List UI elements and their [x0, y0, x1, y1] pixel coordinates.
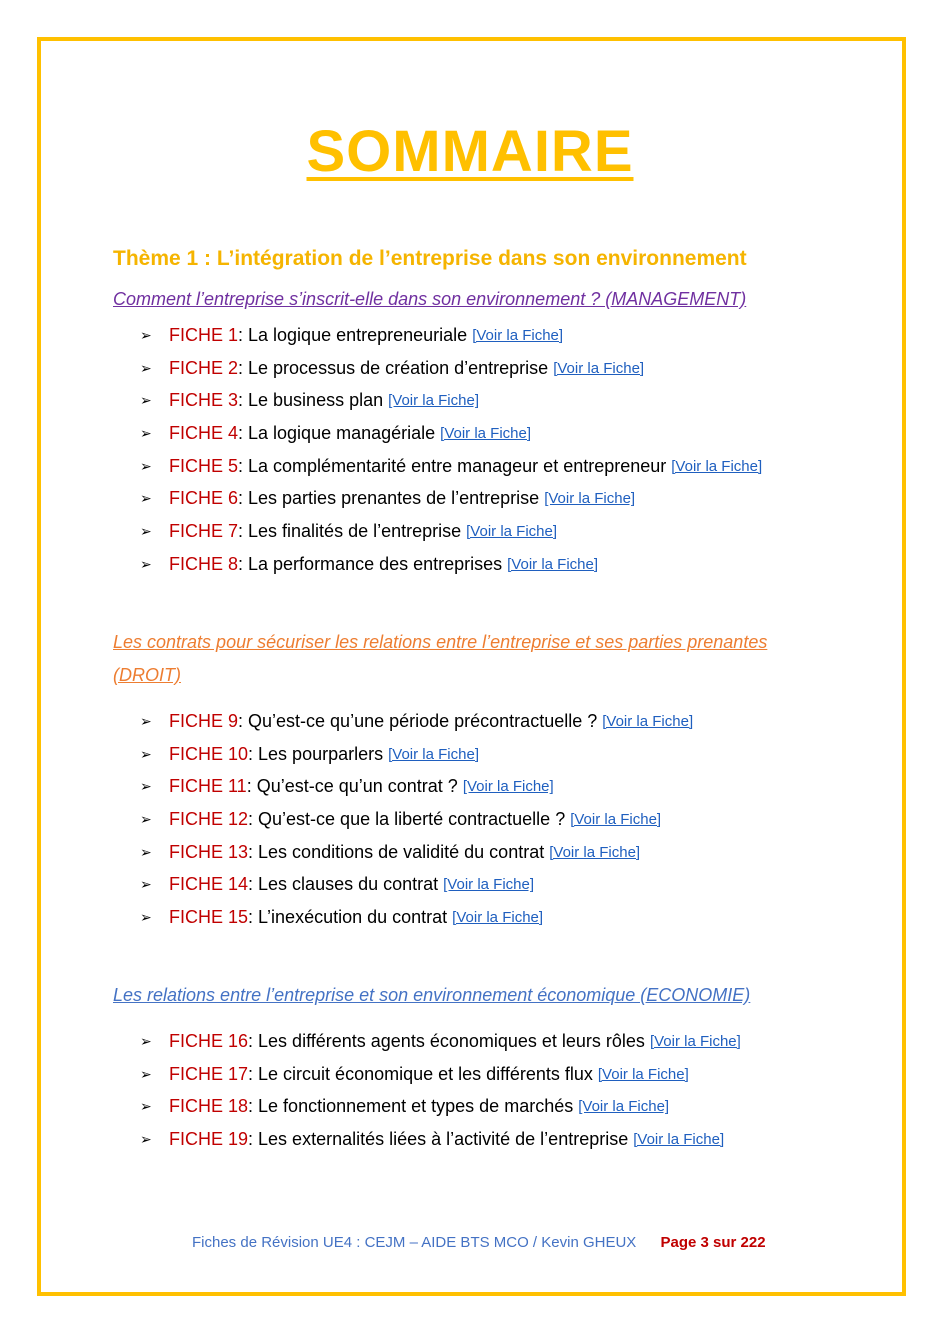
fiche-title: : Qu’est-ce qu’une période précontractuelle ?: [238, 710, 598, 731]
fiche-number: FICHE 10: [169, 743, 249, 764]
arrow-bullet-icon: ➢: [140, 876, 152, 893]
arrow-bullet-icon: ➢: [140, 1065, 152, 1082]
fiche-title: : La performance des entreprises: [238, 553, 503, 574]
fiche-title: : Le fonctionnement et types de marchés: [248, 1096, 574, 1117]
fiche-title: : Les conditions de validité du contrat: [248, 841, 545, 862]
list-item: [140, 868, 693, 901]
page-title-wrap: [0, 118, 940, 185]
fiche-title: : Le processus de création d’entreprise: [238, 357, 549, 378]
list-item: [140, 515, 762, 548]
arrow-bullet-icon: ➢: [140, 555, 152, 572]
fiche-title: : Le business plan: [238, 390, 384, 411]
fiche-number: FICHE 18: [169, 1096, 249, 1117]
list-item: [140, 548, 762, 581]
fiche-number: FICHE 8: [169, 553, 239, 574]
voir-fiche-link[interactable]: [Voir la Fiche]: [671, 457, 763, 475]
voir-fiche-link[interactable]: [Voir la Fiche]: [597, 1065, 689, 1083]
voir-fiche-link[interactable]: [Voir la Fiche]: [570, 810, 662, 828]
fiche-list-economie: [140, 1025, 741, 1156]
voir-fiche-link[interactable]: [Voir la Fiche]: [452, 908, 544, 926]
list-item: [140, 836, 693, 869]
arrow-bullet-icon: ➢: [140, 1032, 152, 1049]
list-item: [140, 803, 693, 836]
fiche-number: FICHE 16: [169, 1030, 249, 1051]
fiche-number: FICHE 15: [169, 906, 249, 927]
list-item: [140, 770, 693, 803]
fiche-list-management: [140, 319, 762, 581]
arrow-bullet-icon: ➢: [140, 745, 152, 762]
list-item: [140, 1090, 741, 1123]
list-item: [140, 482, 762, 515]
fiche-number: FICHE 11: [169, 776, 247, 797]
arrow-bullet-icon: ➢: [140, 359, 152, 376]
voir-fiche-link[interactable]: [Voir la Fiche]: [440, 424, 532, 442]
fiche-number: FICHE 17: [169, 1063, 249, 1084]
voir-fiche-link[interactable]: [Voir la Fiche]: [462, 778, 554, 796]
fiche-title: : Les clauses du contrat: [248, 874, 439, 895]
page-title: SOMMAIRE: [306, 119, 634, 184]
fiche-title: : Qu’est-ce qu’un contrat ?: [246, 776, 458, 797]
fiche-number: FICHE 2: [169, 357, 239, 378]
arrow-bullet-icon: ➢: [140, 712, 152, 729]
arrow-bullet-icon: ➢: [140, 490, 152, 507]
voir-fiche-link[interactable]: [Voir la Fiche]: [443, 876, 535, 894]
arrow-bullet-icon: ➢: [140, 522, 152, 539]
fiche-title: : Les externalités liées à l’activité de l’entreprise: [248, 1128, 629, 1149]
list-item: [140, 738, 693, 771]
fiche-number: FICHE 5: [169, 455, 239, 476]
list-item: [140, 901, 693, 934]
voir-fiche-link[interactable]: [Voir la Fiche]: [472, 326, 564, 344]
fiche-title: : Les finalités de l’entreprise: [238, 520, 462, 541]
voir-fiche-link[interactable]: [Voir la Fiche]: [602, 712, 694, 730]
fiche-title: : La logique entrepreneuriale: [238, 324, 468, 345]
fiche-title: : Les parties prenantes de l’entreprise: [238, 488, 540, 509]
fiche-number: FICHE 14: [169, 874, 249, 895]
voir-fiche-link[interactable]: [Voir la Fiche]: [553, 359, 645, 377]
section-title-droit: Les contrats pour sécuriser les relations entre l’entreprise et ses parties prenantes (DROIT): [113, 632, 768, 685]
voir-fiche-link[interactable]: [Voir la Fiche]: [578, 1098, 670, 1116]
fiche-title: : La complémentarité entre manageur et entrepreneur: [238, 455, 667, 476]
list-item: [140, 1123, 741, 1156]
voir-fiche-link[interactable]: [Voir la Fiche]: [466, 522, 558, 540]
fiche-number: FICHE 6: [169, 488, 239, 509]
list-item: [140, 384, 762, 417]
arrow-bullet-icon: ➢: [140, 908, 152, 925]
list-item: [140, 450, 762, 483]
fiche-title: : Les pourparlers: [248, 743, 384, 764]
arrow-bullet-icon: ➢: [140, 843, 152, 860]
fiche-number: FICHE 13: [169, 841, 249, 862]
list-item: [140, 705, 693, 738]
voir-fiche-link[interactable]: [Voir la Fiche]: [633, 1130, 725, 1148]
footer-text: Fiches de Révision UE4 : CEJM – AIDE BTS MCO / Kevin GHEUX: [192, 1234, 637, 1251]
list-item: [140, 1025, 741, 1058]
fiche-title: : L’inexécution du contrat: [248, 906, 448, 927]
arrow-bullet-icon: ➢: [140, 810, 152, 827]
arrow-bullet-icon: ➢: [140, 1098, 152, 1115]
voir-fiche-link[interactable]: [Voir la Fiche]: [388, 392, 479, 410]
fiche-title: : La logique managériale: [238, 422, 436, 443]
fiche-number: FICHE 7: [169, 520, 239, 541]
voir-fiche-link[interactable]: [Voir la Fiche]: [649, 1032, 741, 1050]
arrow-bullet-icon: ➢: [140, 424, 152, 441]
fiche-number: FICHE 1: [169, 324, 239, 345]
voir-fiche-link[interactable]: [Voir la Fiche]: [549, 843, 641, 861]
list-item: [140, 319, 762, 352]
voir-fiche-link[interactable]: [Voir la Fiche]: [507, 555, 599, 573]
fiche-number: FICHE 3: [169, 390, 239, 411]
arrow-bullet-icon: ➢: [140, 457, 152, 474]
fiche-number: FICHE 12: [169, 808, 249, 829]
fiche-number: FICHE 9: [169, 710, 239, 731]
arrow-bullet-icon: ➢: [140, 392, 152, 409]
arrow-bullet-icon: ➢: [140, 1130, 152, 1147]
list-item: [140, 417, 762, 450]
section-title-economie: Les relations entre l’entreprise et son environnement économique (ECONOMIE): [113, 985, 751, 1005]
fiche-title: : Les différents agents économiques et leurs rôles: [248, 1030, 645, 1051]
fiche-list-droit: [140, 705, 693, 934]
list-item: [140, 1058, 741, 1091]
arrow-bullet-icon: ➢: [140, 778, 152, 795]
voir-fiche-link[interactable]: [Voir la Fiche]: [544, 490, 636, 508]
fiche-title: : Qu’est-ce que la liberté contractuelle ?: [248, 808, 566, 829]
fiche-number: FICHE 4: [169, 422, 239, 443]
page-footer: [192, 1234, 766, 1251]
fiche-title: : Le circuit économique et les différents flux: [248, 1063, 593, 1084]
section-title-management: Comment l’entreprise s’inscrit-elle dans son environnement ? (MANAGEMENT): [113, 289, 747, 309]
voir-fiche-link[interactable]: [Voir la Fiche]: [388, 745, 479, 763]
list-item: [140, 352, 762, 385]
theme-heading: Thème 1 : L’intégration de l’entreprise dans son environnement: [113, 247, 747, 270]
fiche-number: FICHE 19: [169, 1128, 249, 1149]
page-number: Page 3 sur 222: [660, 1234, 766, 1251]
arrow-bullet-icon: ➢: [140, 326, 152, 343]
